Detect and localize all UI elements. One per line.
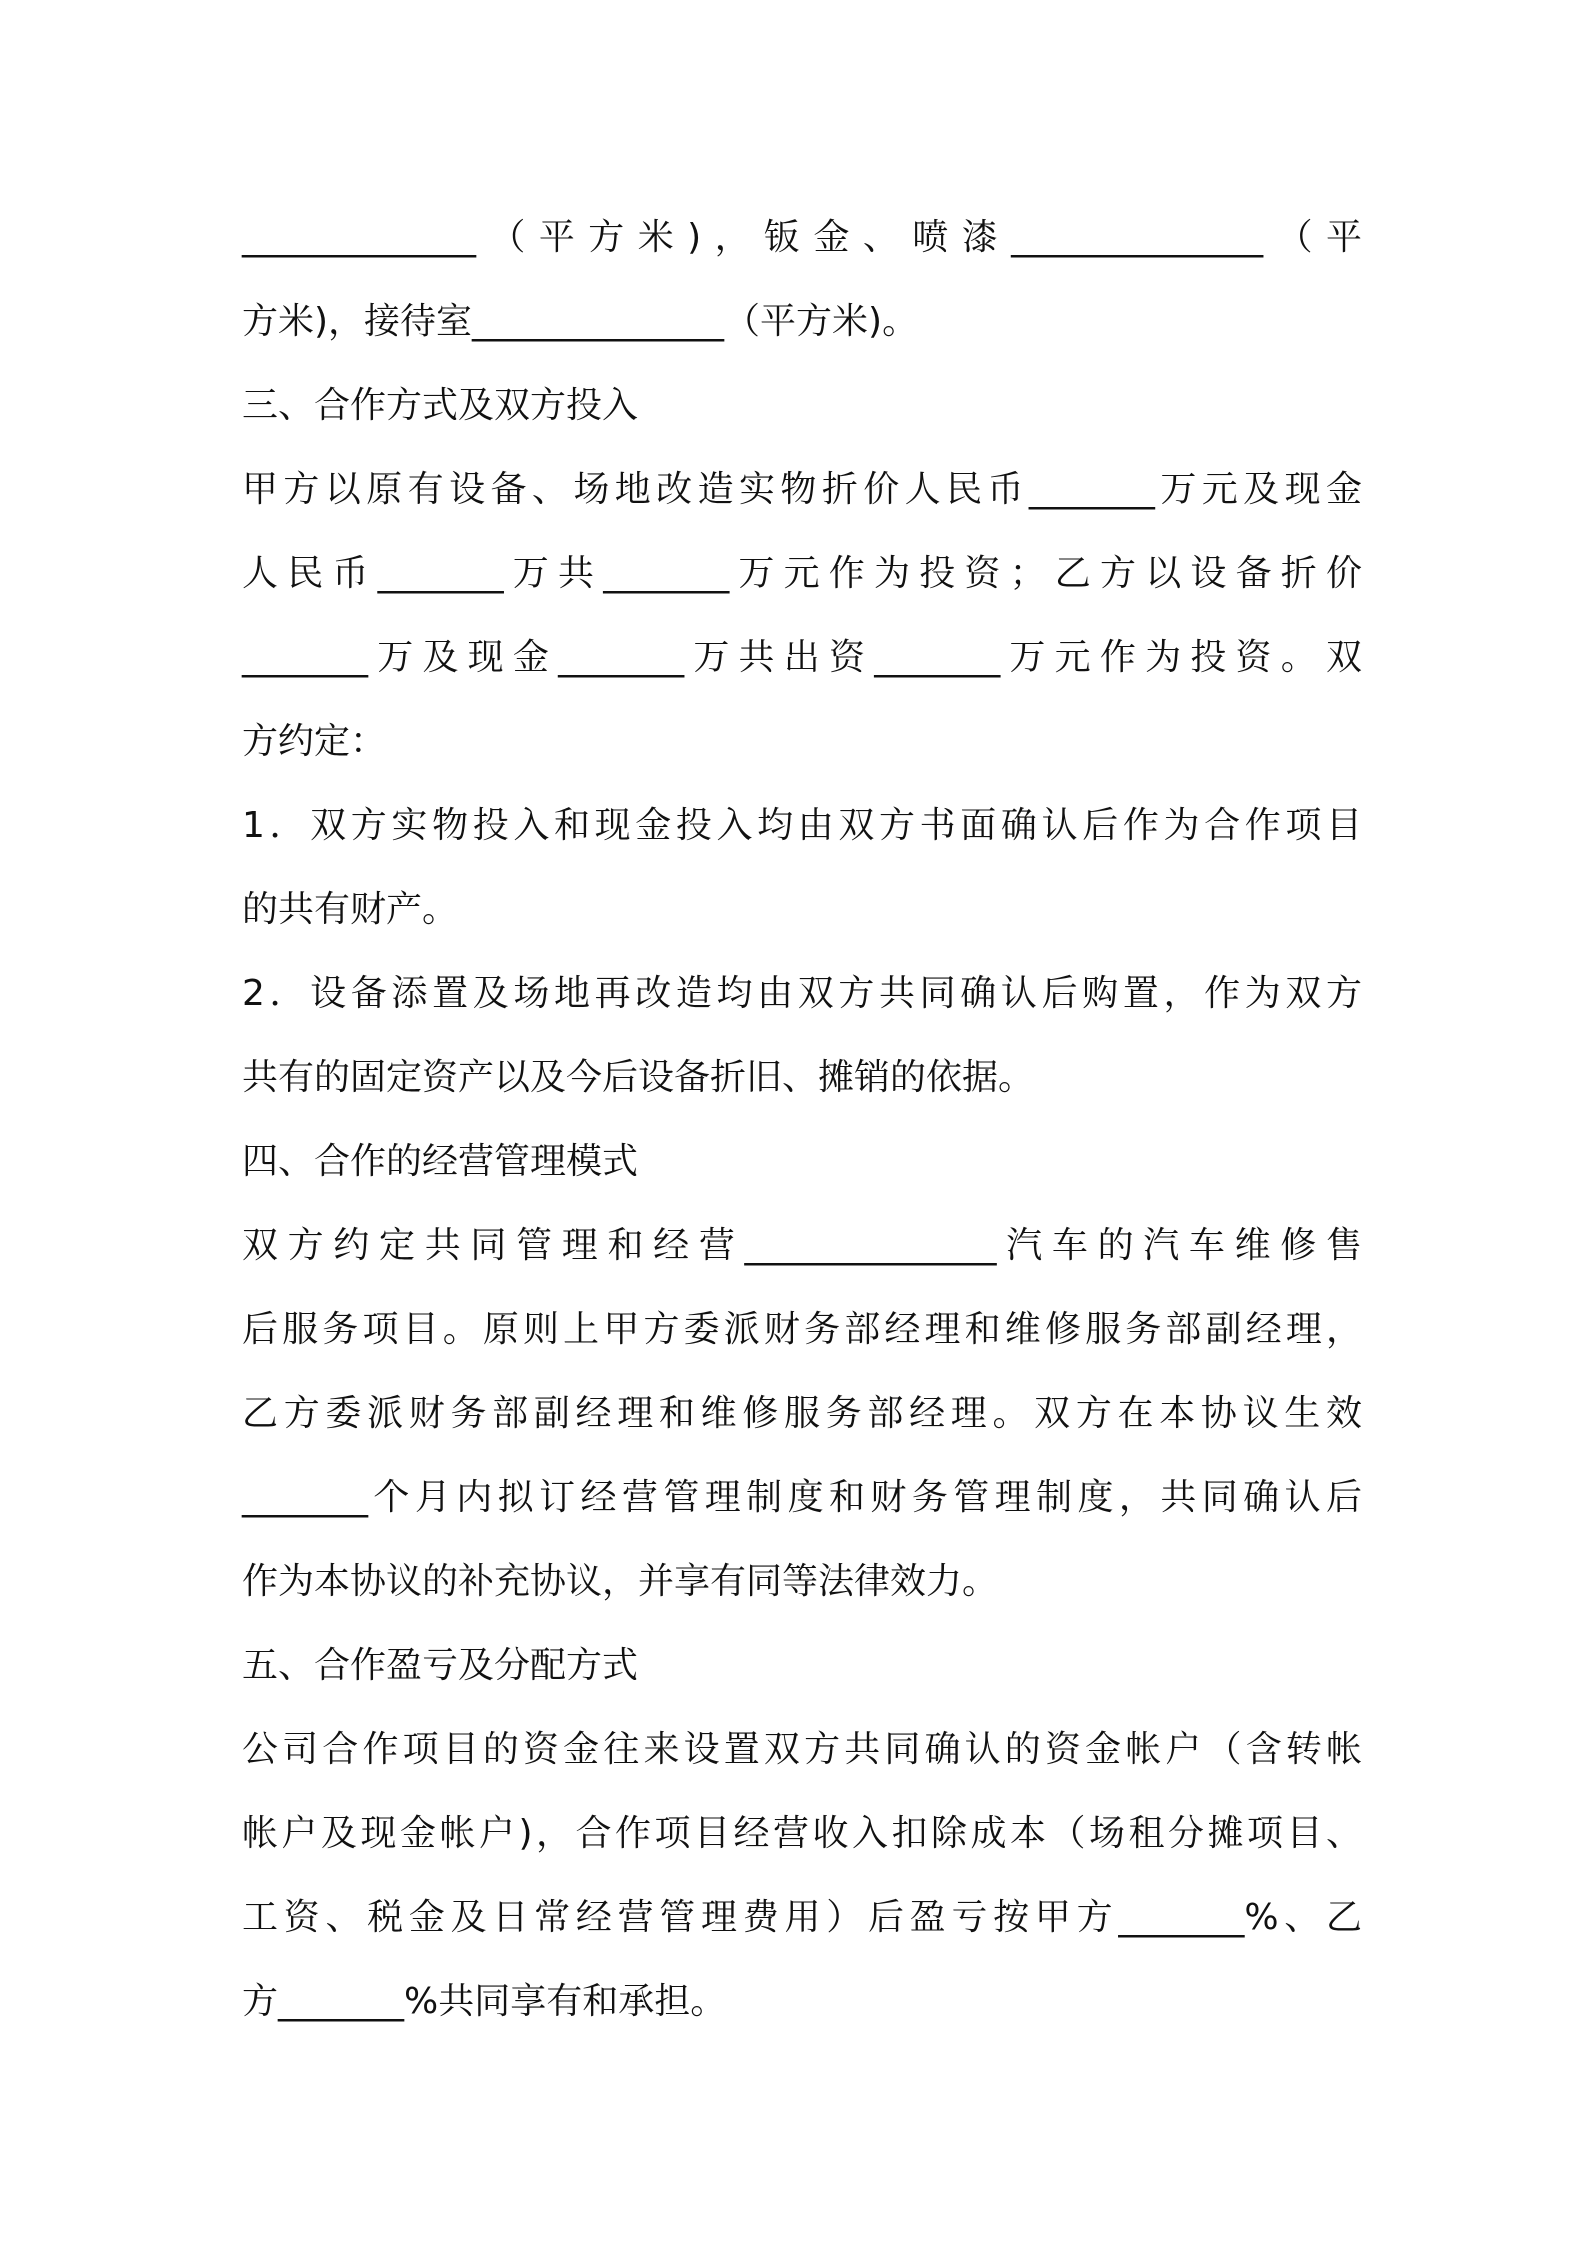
paragraph-line: _____________（平方米)，钣金、喷漆______________（平 [242,217,1362,258]
paragraph-line: 双方约定共同管理和经营______________汽车的汽车维修售 [242,1225,1362,1266]
list-item-line: 的共有财产。 [242,889,459,930]
section-heading: 三、合作方式及双方投入 [242,385,639,426]
paragraph-line: 帐户及现金帐户)，合作项目经营收入扣除成本（场租分摊项目、 [242,1813,1362,1854]
list-item-line: 2．设备添置及场地再改造均由双方共同确认后购置，作为双方 [242,973,1362,1014]
paragraph-line: 方米)，接待室______________（平方米)。 [242,301,919,342]
paragraph-line: 方约定： [242,721,387,762]
paragraph-line: _______万及现金_______万共出资_______万元作为投资。双 [242,637,1362,678]
paragraph-line: 方_______%共同享有和承担。 [242,1981,727,2022]
list-item-line: 1．双方实物投入和现金投入均由双方书面确认后作为合作项目 [242,805,1362,846]
section-heading: 四、合作的经营管理模式 [242,1141,639,1182]
paragraph-line: _______个月内拟订经营管理制度和财务管理制度，共同确认后 [242,1477,1362,1518]
paragraph-line: 工资、税金及日常经营管理费用）后盈亏按甲方_______%、乙 [242,1897,1362,1938]
paragraph-line: 公司合作项目的资金往来设置双方共同确认的资金帐户（含转帐 [242,1729,1362,1770]
paragraph-line: 甲方以原有设备、场地改造实物折价人民币_______万元及现金 [242,469,1362,510]
paragraph-line: 作为本协议的补充协议，并享有同等法律效力。 [242,1561,999,1602]
paragraph-line: 后服务项目。原则上甲方委派财务部经理和维修服务部副经理， [242,1309,1362,1350]
paragraph-line: 人民币_______万共_______万元作为投资；乙方以设备折价 [242,553,1362,594]
list-item-line: 共有的固定资产以及今后设备折旧、摊销的依据。 [242,1057,1035,1098]
section-heading: 五、合作盈亏及分配方式 [242,1645,639,1686]
document-body [242,196,1362,2044]
paragraph-line: 乙方委派财务部副经理和维修服务部经理。双方在本协议生效 [242,1393,1362,1434]
